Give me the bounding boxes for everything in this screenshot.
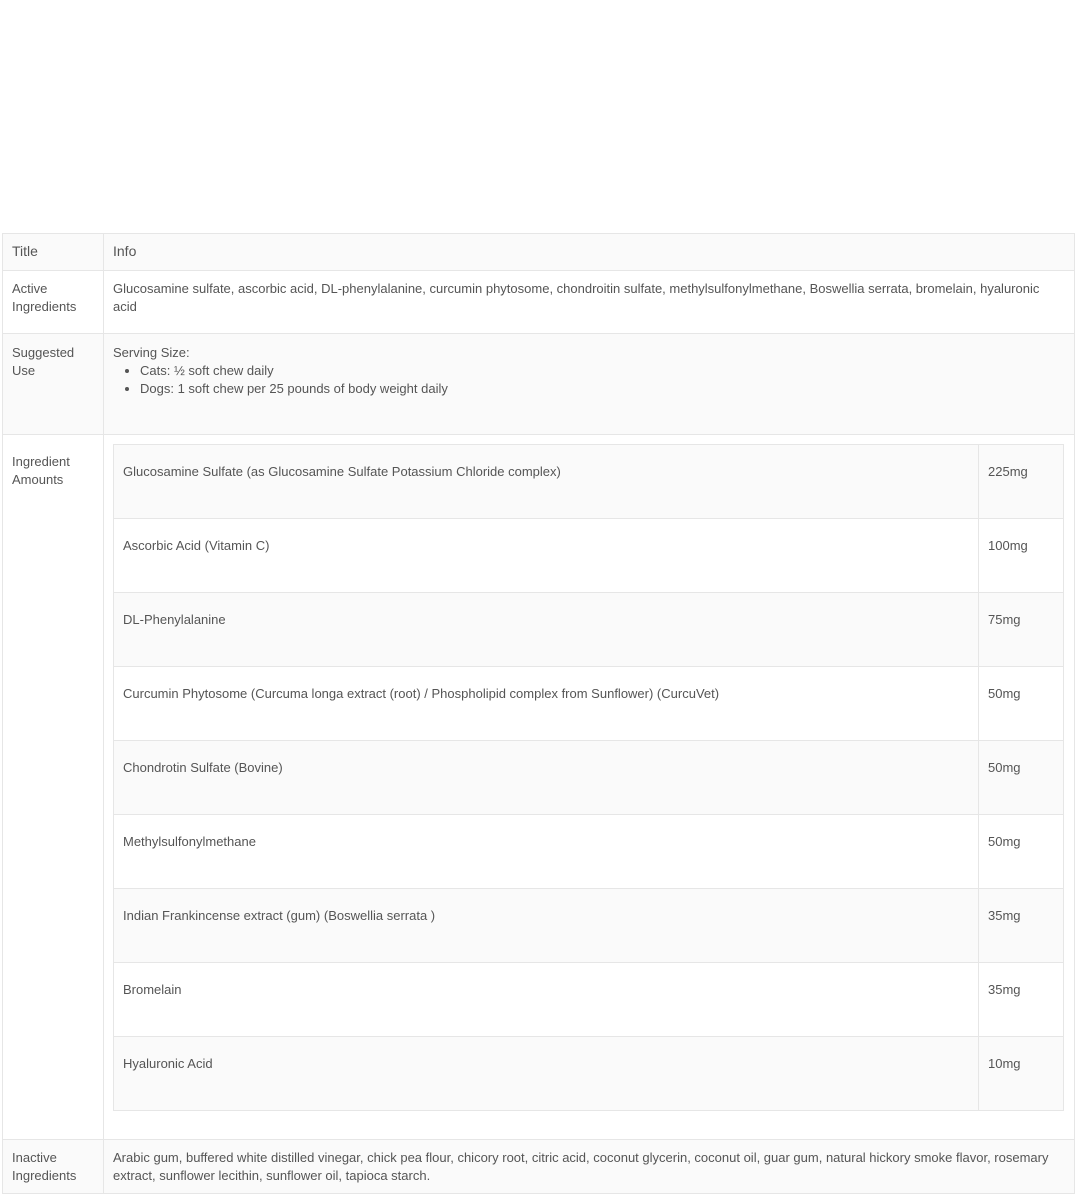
table-row bbox=[114, 741, 1064, 815]
active-ingredients-title: Active Ingredients bbox=[3, 271, 104, 334]
inactive-ingredients-title: Inactive Ingredients bbox=[3, 1140, 104, 1194]
ingredient-amount: 50mg bbox=[979, 741, 1064, 815]
table-row bbox=[114, 1037, 1064, 1111]
ingredient-amounts-content bbox=[104, 435, 1075, 1140]
ingredient-amount: 100mg bbox=[979, 519, 1064, 593]
table-row bbox=[114, 445, 1064, 519]
table-row bbox=[114, 815, 1064, 889]
header-row bbox=[3, 234, 1075, 271]
header-title: Title bbox=[3, 234, 104, 271]
ingredient-name: Ascorbic Acid (Vitamin C) bbox=[114, 519, 979, 593]
ingredient-name: Bromelain bbox=[114, 963, 979, 1037]
table-row bbox=[114, 963, 1064, 1037]
ingredient-amount: 35mg bbox=[979, 963, 1064, 1037]
ingredient-name: Curcumin Phytosome (Curcuma longa extract (root) / Phospholipid complex from Sunflower) (CurcuVet) bbox=[114, 667, 979, 741]
ingredient-name: Methylsulfonylmethane bbox=[114, 815, 979, 889]
table-row bbox=[114, 889, 1064, 963]
suggested-use-title: Suggested Use bbox=[3, 334, 104, 435]
serving-list bbox=[113, 362, 1065, 398]
ingredient-amount: 10mg bbox=[979, 1037, 1064, 1111]
ingredient-amounts-table bbox=[113, 444, 1064, 1111]
inactive-ingredients-text: Arabic gum, buffered white distilled vinegar, chick pea flour, chicory root, citric acid, coconut glycerin, coconut oil, guar gum, natural hickory smoke flavor, rosemary extract, sunflower lecithin, sunflower oil, tapioca starch. bbox=[104, 1140, 1075, 1194]
product-info-table bbox=[2, 233, 1075, 1194]
table-row bbox=[114, 667, 1064, 741]
suggested-use-row bbox=[3, 334, 1075, 435]
active-ingredients-row bbox=[3, 271, 1075, 334]
ingredient-amount: 75mg bbox=[979, 593, 1064, 667]
inactive-ingredients-row bbox=[3, 1140, 1075, 1194]
ingredient-name: Hyaluronic Acid bbox=[114, 1037, 979, 1111]
ingredient-name: Glucosamine Sulfate (as Glucosamine Sulfate Potassium Chloride complex) bbox=[114, 445, 979, 519]
serving-item-dogs: • Dogs: 1 soft chew per 25 pounds of body weight daily bbox=[140, 380, 1065, 398]
ingredient-name: Chondrotin Sulfate (Bovine) bbox=[114, 741, 979, 815]
ingredient-amounts-title: Ingredient Amounts bbox=[3, 435, 104, 1140]
suggested-use-content bbox=[104, 334, 1075, 435]
ingredient-amount: 50mg bbox=[979, 667, 1064, 741]
table-row bbox=[114, 593, 1064, 667]
ingredient-amount: 35mg bbox=[979, 889, 1064, 963]
serving-item-cats: • Cats: ½ soft chew daily bbox=[140, 362, 1065, 380]
ingredient-amount: 225mg bbox=[979, 445, 1064, 519]
active-ingredients-text: Glucosamine sulfate, ascorbic acid, DL-phenylalanine, curcumin phytosome, chondroitin sulfate, methylsulfonylmethane, Boswellia serrata, bromelain, hyaluronic acid bbox=[104, 271, 1075, 334]
header-info: Info bbox=[104, 234, 1075, 271]
ingredient-name: DL-Phenylalanine bbox=[114, 593, 979, 667]
ingredient-amounts-row bbox=[3, 435, 1075, 1140]
ingredient-name: Indian Frankincense extract (gum) (Boswellia serrata ) bbox=[114, 889, 979, 963]
serving-size-label: Serving Size: bbox=[113, 345, 190, 360]
ingredient-amount: 50mg bbox=[979, 815, 1064, 889]
table-row bbox=[114, 519, 1064, 593]
